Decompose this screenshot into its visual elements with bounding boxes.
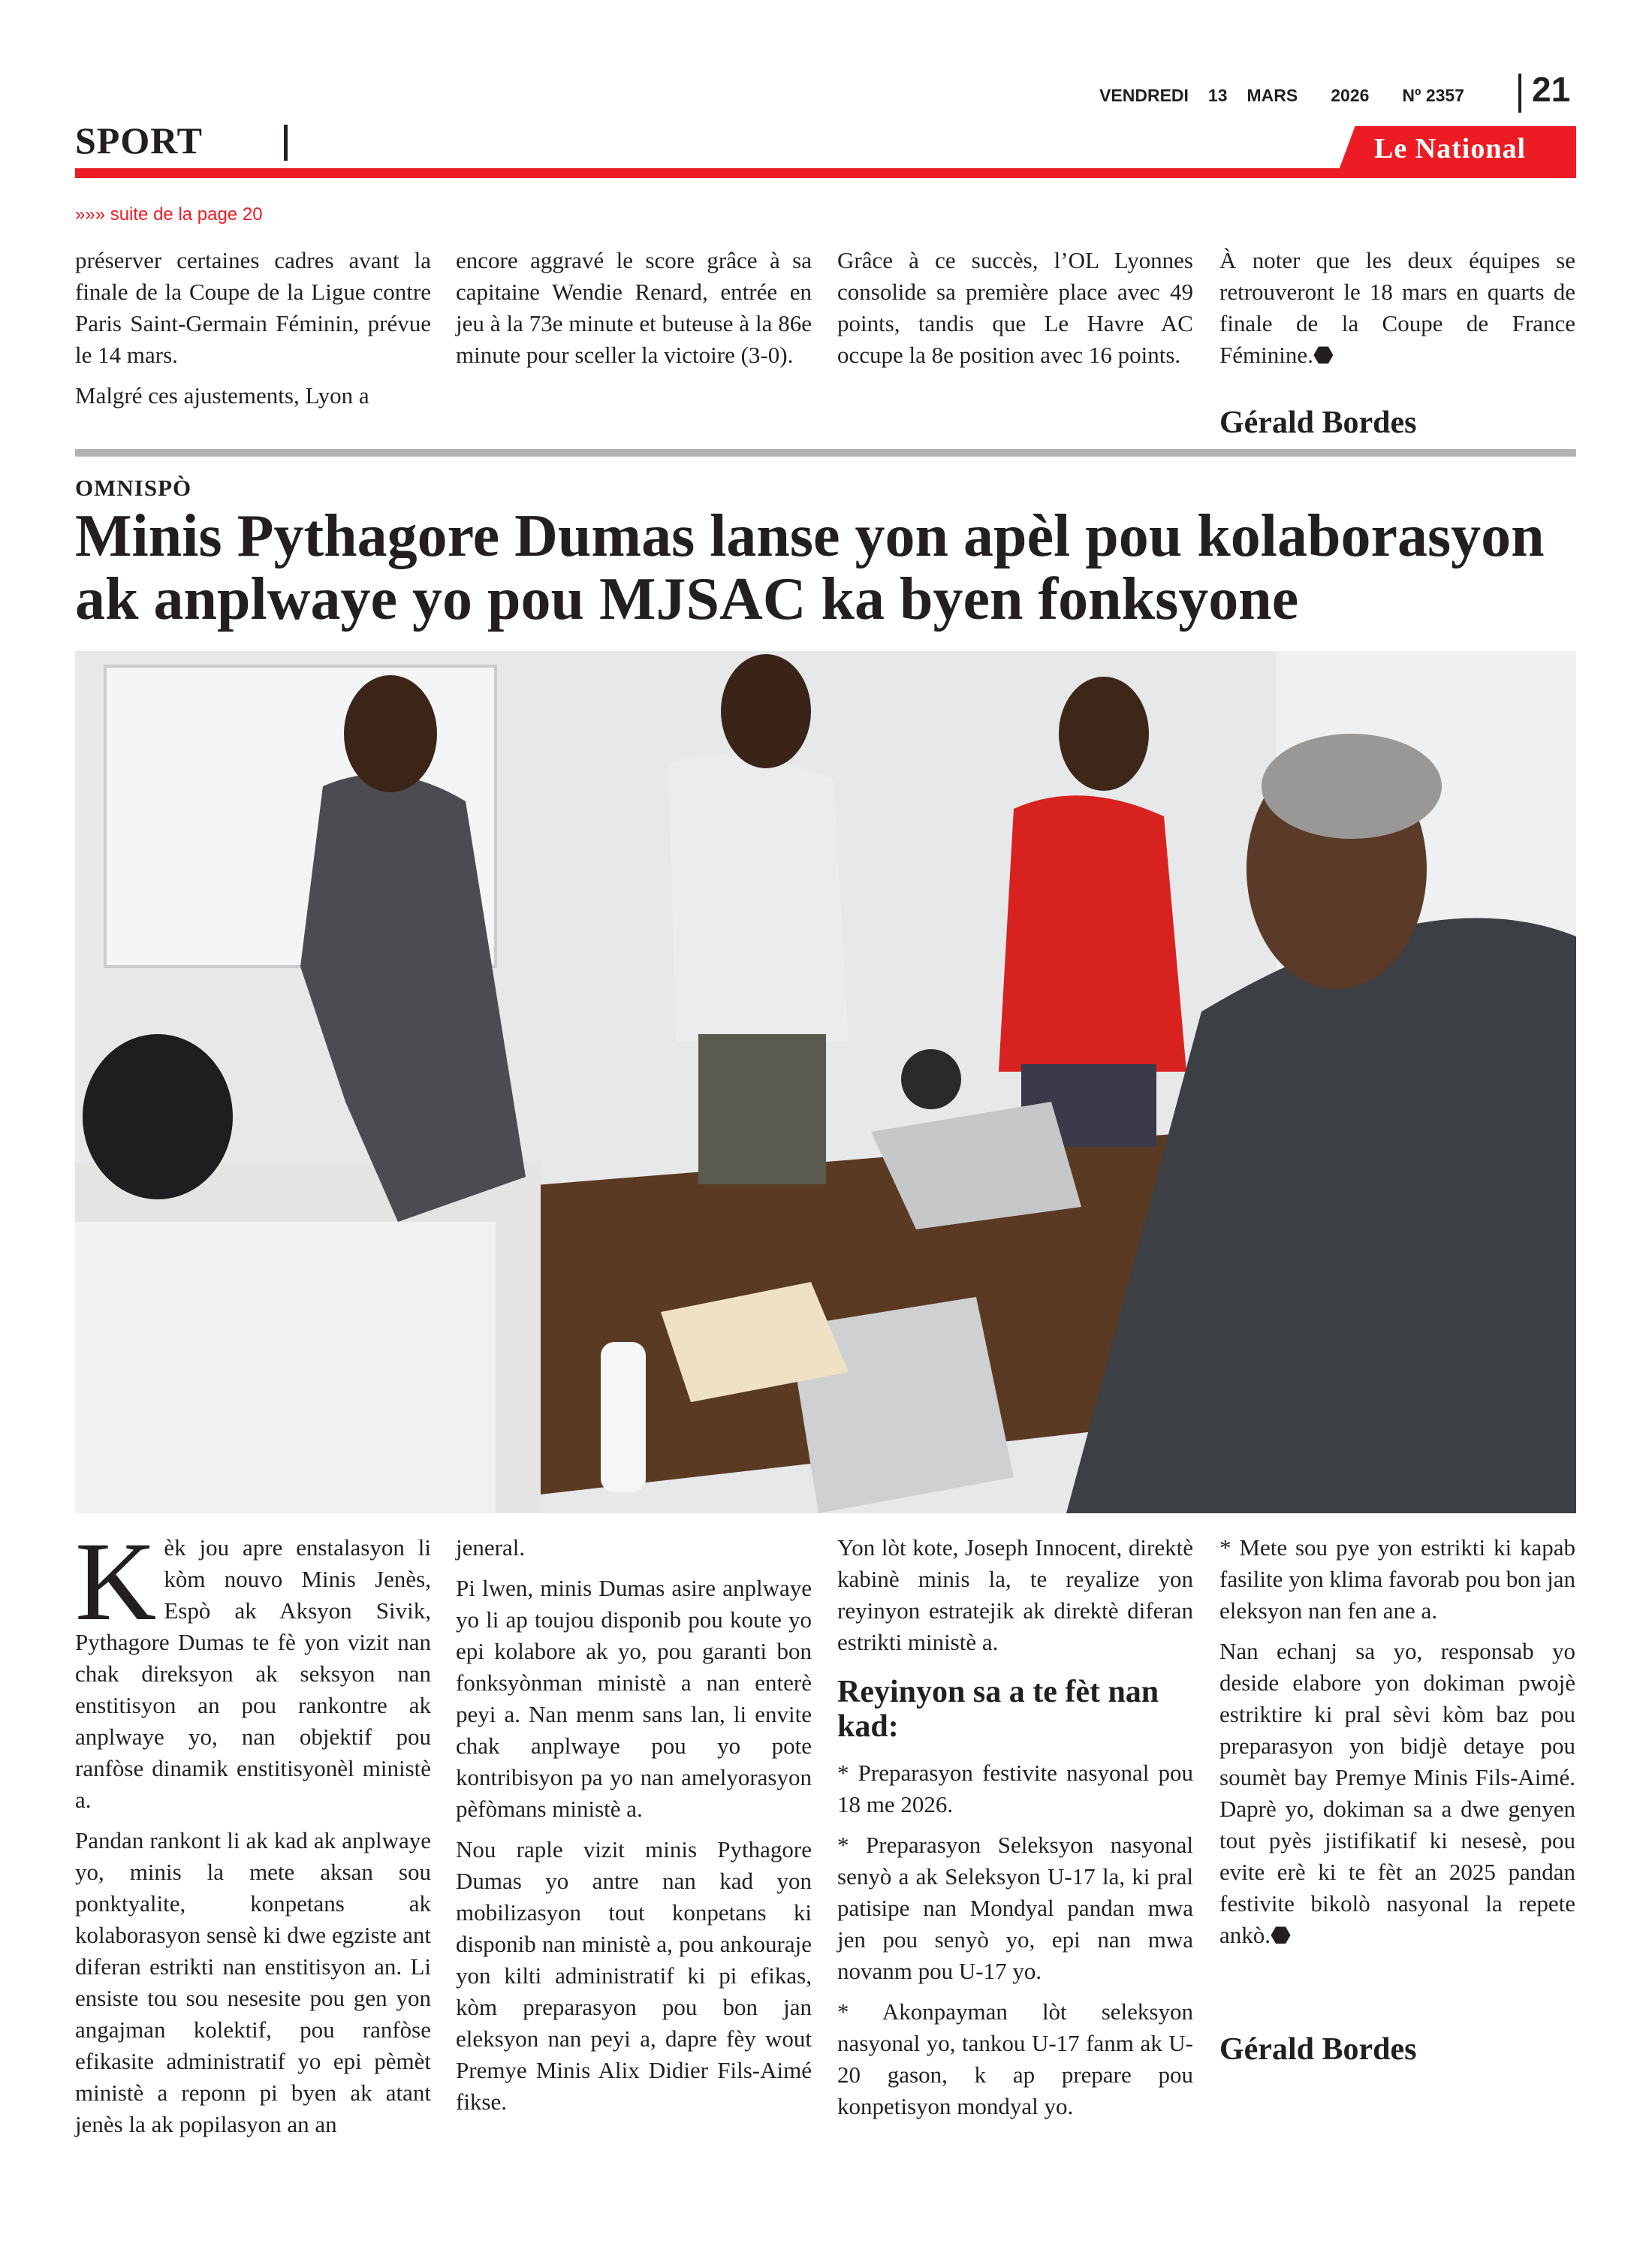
article-divider — [75, 449, 1576, 457]
paragraph — [75, 1519, 431, 1816]
kicker: OMNISPÒ — [75, 475, 192, 501]
paragraph: Pandan rankont li ak kad ak anplwaye yo, minis la mete aksan sou ponktyalite, konpetans ak kolaborasyon sensè ki dwe egziste ant diferan estrikti nan enstitisyon an. Li ensiste tou sou nesesite pou gen yon angajman kolektif, pou ranfòse efikasite administratif yo epi pèmèt ministè a reponn pi byen ak atant jenès la ak popilasyon an an — [75, 1827, 431, 2137]
paragraph: Pi lwen, minis Dumas asire anplwaye yo li ap toujou disponib pou koute yo epi kolabore ak yo, pou garanti bon fonksyònman ministè a nan enterè peyi a. Nan menm sans lan, li envite chak anplwaye pou yo pote kontribisyon pa yo nan amelyorasyon pèfòmans ministè a. — [456, 1575, 812, 1822]
byline: Gérald Bordes — [1219, 2032, 1417, 2067]
header-divider — [1518, 74, 1521, 113]
paragraph: Nou raple vizit minis Pythagore Dumas yo antre nan kad yon mobilizasyon tout konpetans ki disponib nan ministè a, pou ankouraje yon kilti administratif ki pi efikas, kòm preparasyon pou bon jan eleksyon nan peyi a, dapre fèy wout Premye Minis Alix Didier Fils-Aimé fikse. — [456, 1836, 812, 2115]
headline: Minis Pythagore Dumas lanse yon apèl pou kolaborasyon ak anplwaye yo pou MJSAC ka byen fonksyone — [75, 503, 1545, 632]
issue-date: 13 — [1207, 86, 1228, 105]
drop-cap: K — [75, 1519, 157, 1644]
photo-illustration — [75, 651, 1576, 1513]
paragraph: À noter que les deux équipes se retrouveront le 18 mars en quarts de finale de la Coupe de France Féminine. — [1219, 247, 1575, 368]
section-title: SPORT — [75, 119, 203, 161]
prev-column-3 — [837, 245, 1193, 380]
paragraph-text: èk jou apre enstalasyon li kòm nouvo Minis Jenès, Espò ak Aksyon Sivik, Pythagore Dumas te fè yon vizit nan chak direksyon ak seksyon nan enstitisyon an pou rankontre ak anplwaye yo, nan objektif pou ranfòse dinamik enstitisyonèl ministè a. — [75, 1534, 431, 1813]
continuation-link[interactable]: »»» suite de la page 20 — [75, 204, 263, 225]
paragraph: Grâce à ce succès, l’OL Lyonnes consolide sa première place avec 49 points, tandis que Le Havre AC occupe la 8e position avec 16 points. — [837, 247, 1193, 368]
article-column-1 — [75, 1519, 431, 2149]
brand-logo: Le National — [1374, 133, 1527, 164]
issue-info — [1099, 86, 1464, 106]
issue-month: MARS — [1247, 86, 1298, 105]
byline: Gérald Bordes — [1219, 406, 1417, 440]
article-column-3 — [837, 1532, 1193, 2131]
article-column-4 — [1219, 1532, 1575, 2065]
paragraph: encore aggravé le score grâce à sa capitaine Wendie Renard, entrée en jeu à la 73e minute et buteuse à la 86e minute pour sceller la victoire (3-0). — [456, 247, 812, 368]
end-mark-icon: ⬣ — [1313, 342, 1334, 368]
end-mark-icon: ⬣ — [1271, 1922, 1292, 1948]
section-divider — [284, 125, 288, 161]
paragraph: Yon lòt kote, Joseph Innocent, direktè kabinè minis la, te reyalize yon reyinyon estratejik ak direktè diferan estrikti ministè a. — [837, 1534, 1193, 1655]
list-item: * Preparasyon Seleksyon nasyonal senyò a ak Seleksyon U-17 la, ki pral patisipe nan Mondyal pandan mwa jen pou senyò yo, epi nan mwa novanm pou U-17 yo. — [837, 1832, 1193, 1984]
issue-number: Nº 2357 — [1402, 86, 1464, 105]
prev-column-1 — [75, 245, 431, 421]
paragraph: Malgré ces ajustements, Lyon a — [75, 382, 369, 409]
list-item: * Preparasyon festivite nasyonal pou 18 me 2026. — [837, 1760, 1193, 1817]
paragraph: préserver certaines cadres avant la finale de la Coupe de la Ligue contre Paris Saint-Germain Féminin, prévue le 14 mars. — [75, 247, 431, 368]
subheading: Reyinyon sa a te fèt nan kad: — [837, 1675, 1159, 1744]
paragraph: Nan echanj sa yo, responsab yo deside elabore yon dokiman pwojè estriktire ki pral sèvi kòm baz pou preparasyon yon bidjè detaye pou soumèt bay Premye Minis Fils-Aimé. Daprè yo, dokiman sa a dwe genyen tout pyès jistifikatif ki nesesè, pou evite erè ki te fèt an 2025 pandan festivite bikolò nasyonal la repete ankò. — [1219, 1638, 1575, 1948]
paragraph: jeneral. — [456, 1534, 526, 1561]
article-photo — [75, 651, 1576, 1513]
list-item: * Akonpayman lòt seleksyon nasyonal yo, tankou U-17 fanm ak U-20 gason, k ap prepare pou konpetisyon mondyal yo. — [837, 1998, 1193, 2119]
article-column-2 — [456, 1532, 812, 2127]
prev-column-2 — [456, 245, 812, 380]
prev-column-4 — [1219, 245, 1575, 439]
page-number: 21 — [1532, 70, 1571, 109]
issue-year: 2026 — [1331, 86, 1370, 105]
issue-day: VENDREDI — [1099, 86, 1189, 105]
list-item: * Mete sou pye yon estrikti ki kapab fasilite yon klima favorab pou bon jan eleksyon nan fen ane a. — [1219, 1534, 1575, 1624]
